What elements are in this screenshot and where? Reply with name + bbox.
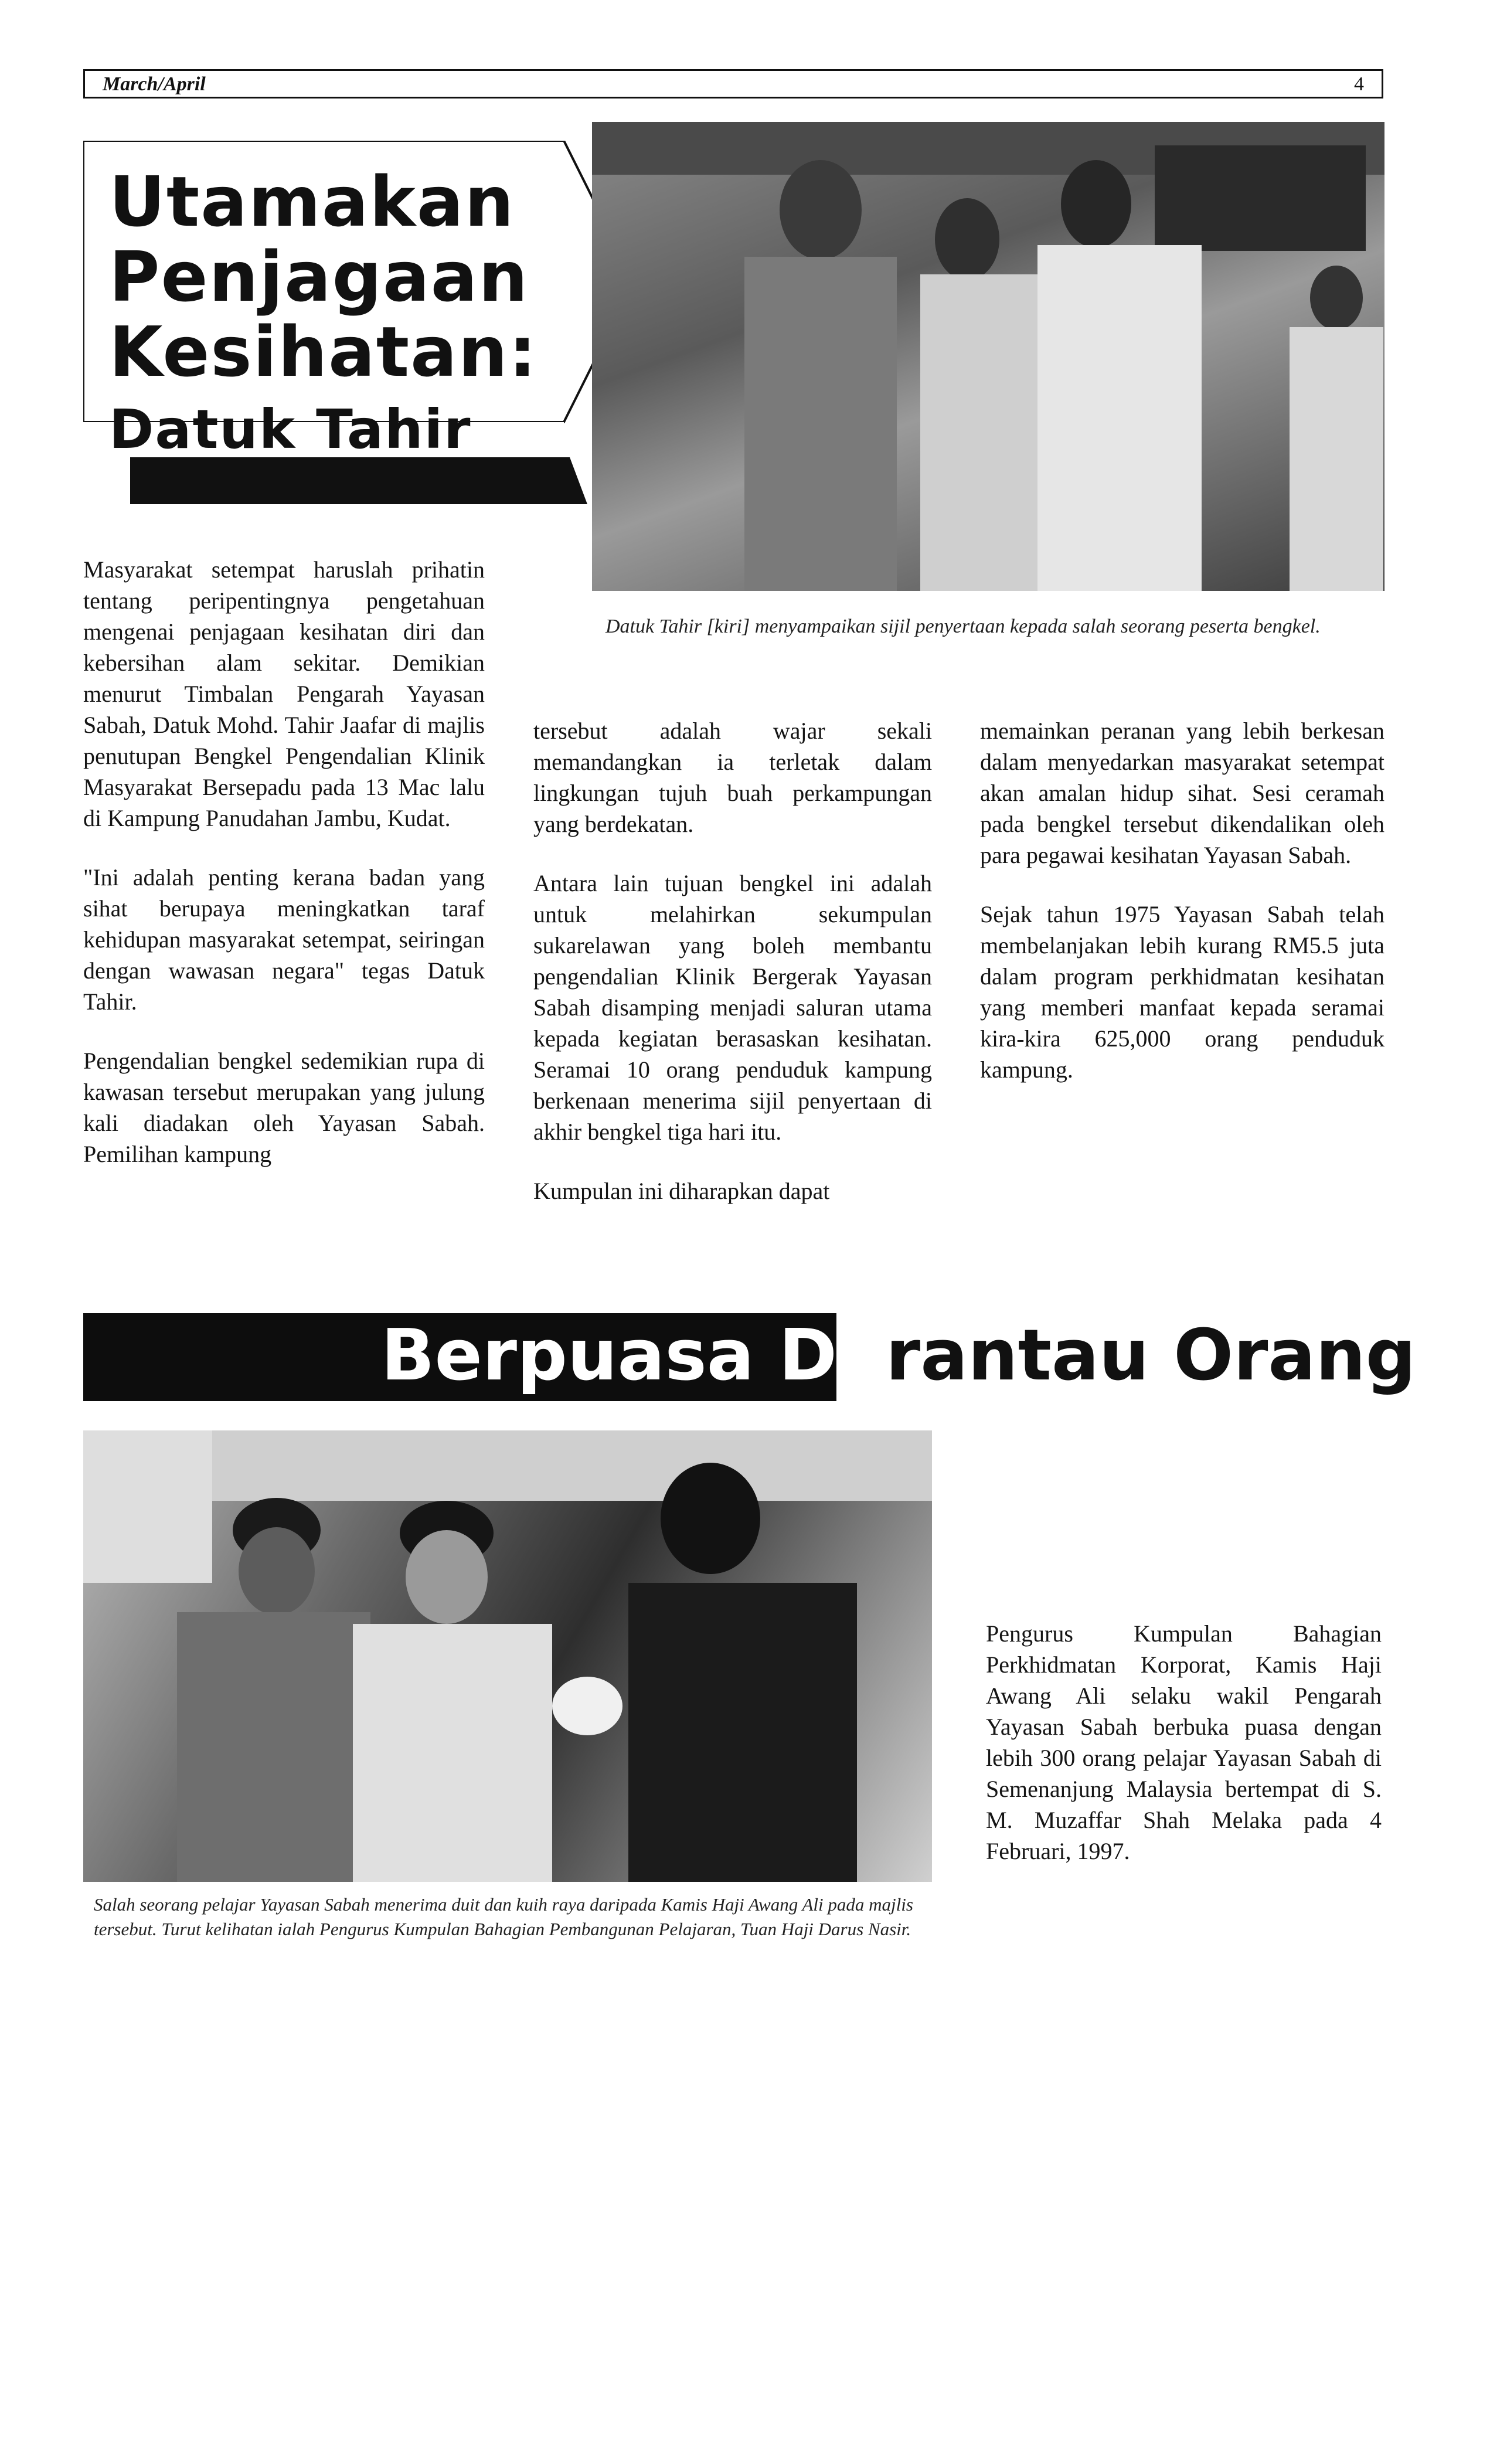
page-number: 4	[1354, 73, 1364, 95]
headline-line-3: Kesihatan:	[109, 311, 538, 392]
headline-part-1: Berpuasa Di	[381, 1315, 862, 1396]
photo-figures-shape	[83, 1430, 932, 1882]
paragraph: Kumpulan ini diharapkan dapat	[533, 1178, 830, 1204]
paragraph: Antara lain tujuan bengkel ini adalah untuk melahirkan sekumpulan sukarelawan yang boleh membantu pengendalian Klinik Bergerak Yayasan Sabah disamping menjadi saluran utama kepada kegiatan berasaskan kesihatan. Seramai 10 orang penduduk kampung berkenaan menerima sijil penyertaan di akhir bengkel tiga hari itu.	[533, 870, 932, 1145]
paragraph: memainkan peranan yang lebih berkesan dalam menyedarkan masyarakat setempat akan amalan hidup sihat. Sesi ceramah pada bengkel tersebut dikendalikan oleh para pegawai kesihatan Yayasan Sabah.	[980, 718, 1384, 868]
article1-photo	[592, 122, 1384, 591]
headline-line-4: Datuk Tahir	[109, 398, 472, 461]
page-header	[83, 69, 1383, 98]
paragraph: Masyarakat setempat haruslah prihatin tentang peripentingnya pengetahuan mengenai penjagaan kesihatan diri dan kebersihan alam sekitar. Demikian menurut Timbalan Pengarah Yayasan Sabah, Datuk Mohd. Tahir Jaafar di majlis penutupan Bengkel Pengendalian Klinik Masyarakat Bersepadu pada 13 Mac lalu di Kampung Panudahan Jambu, Kudat.	[83, 556, 485, 831]
article2-photo	[83, 1430, 932, 1882]
article2-headline	[381, 1312, 1416, 1400]
paragraph: Pengurus Kumpulan Bahagian Perkhidmatan Korporat, Kamis Haji Awang Ali selaku wakil Pengarah Yayasan Sabah berbuka puasa dengan lebih 300 orang pelajar Yayasan Sabah di Semenanjung Malaysia bertempat di S. M. Muzaffar Shah Melaka pada 4 Februari, 1997.	[986, 1620, 1382, 1864]
article1-headline-box	[83, 141, 669, 516]
headline-line-1: Utamakan	[109, 161, 515, 242]
headline-part-2: rantau Orang	[886, 1315, 1416, 1396]
photo-figures-shape	[592, 122, 1384, 591]
article1-column-1	[83, 554, 485, 1198]
paragraph: Pengendalian bengkel sedemikian rupa di kawasan tersebut merupakan yang julung kali diadakan oleh Yayasan Sabah. Pemilihan kampung	[83, 1048, 485, 1167]
paragraph: tersebut adalah wajar sekali memandangkan ia terletak dalam lingkungan tujuh buah perkampungan yang berdekatan.	[533, 718, 932, 837]
paragraph: Sejak tahun 1975 Yayasan Sabah telah membelanjakan lebih kurang RM5.5 juta dalam program perkhidmatan kesihatan yang memberi manfaat kepada seramai kira-kira 625,000 orang penduduk kampung.	[980, 901, 1384, 1083]
headline-line-2: Penjagaan	[109, 236, 529, 317]
issue-date: March/April	[103, 73, 206, 95]
article2-photo-caption: Salah seorang pelajar Yayasan Sabah menerima duit dan kuih raya daripada Kamis Haji Awang Ali pada majlis tersebut. Turut kelihatan ialah Pengurus Kumpulan Bahagian Pembangunan Pelajaran, Tuan Haji Darus Nasir.	[94, 1894, 913, 1939]
article1-photo-caption: Datuk Tahir [kiri] menyampaikan sijil penyertaan kepada salah seorang peserta bengkel.	[605, 616, 1321, 637]
article1-column-3	[980, 715, 1384, 1113]
paragraph: "Ini adalah penting kerana badan yang sihat berupaya meningkatkan taraf kehidupan masyarakat setempat, seiringan dengan wawasan negara" tegas Datuk Tahir.	[83, 864, 485, 1015]
article2-column	[986, 1618, 1382, 1895]
article1-column-2	[533, 715, 932, 1235]
article1-headline	[109, 161, 538, 462]
